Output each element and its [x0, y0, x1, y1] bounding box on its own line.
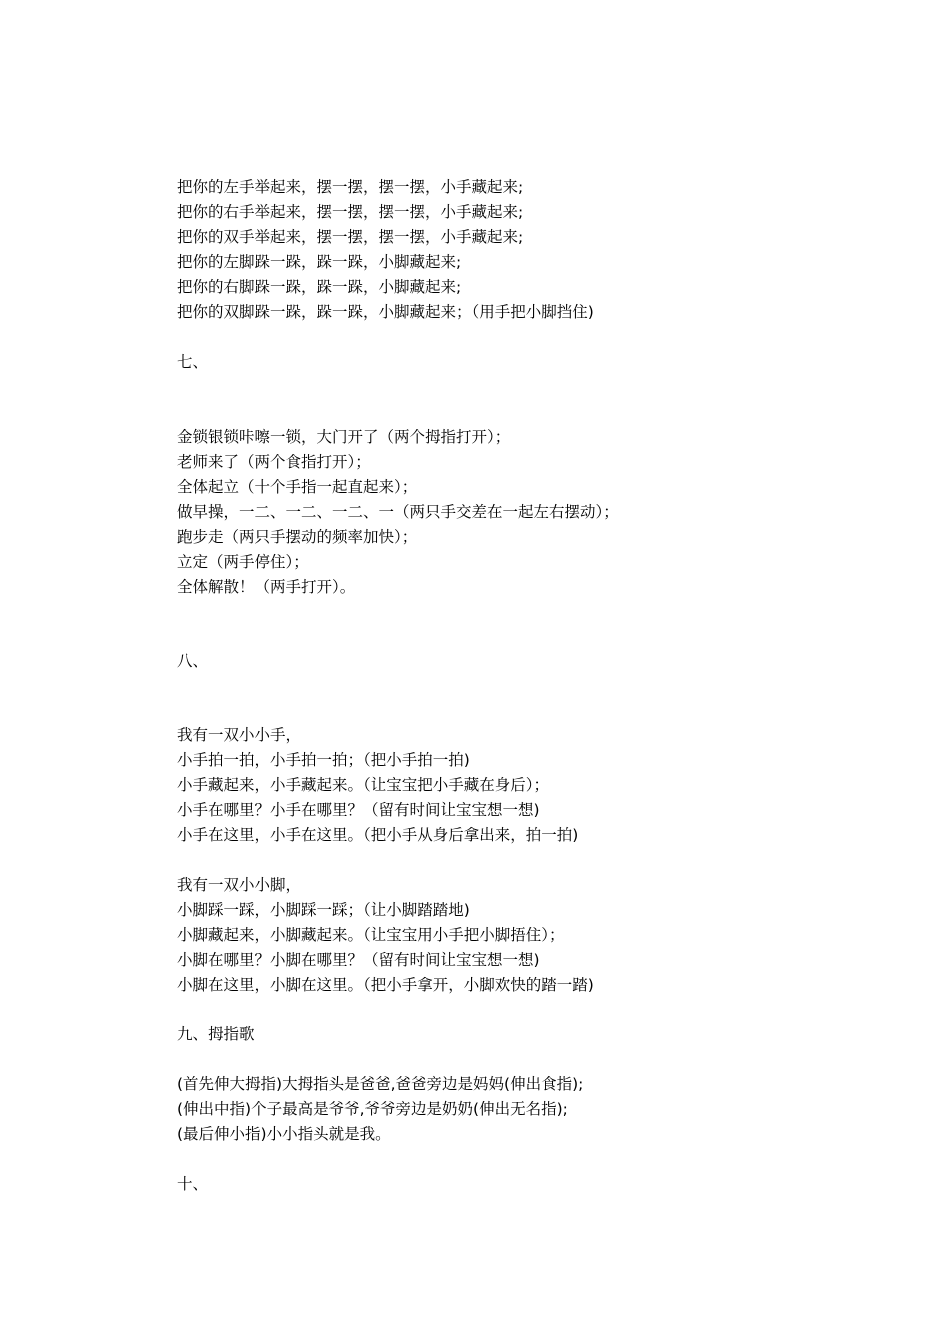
text-line: 老师来了（两个食指打开）；: [177, 453, 371, 471]
text-line: 小脚藏起来，小脚藏起来。（让宝宝用小手把小脚捂住）；: [177, 926, 565, 944]
text-line: 跑步走（两只手摆动的频率加快）；: [177, 528, 418, 546]
text-line: 小手在哪里？小手在哪里？（留有时间让宝宝想一想): [177, 801, 540, 819]
text-line: 小脚在哪里？小脚在哪里？（留有时间让宝宝想一想): [177, 951, 540, 969]
section-heading: 十、: [177, 1175, 209, 1193]
text-line: 金锁银锁咔嚓一锁，大门开了（两个拇指打开）；: [177, 428, 511, 446]
section-heading: 八、: [177, 652, 209, 670]
text-line: 全体起立（十个手指一起直起来）；: [177, 478, 418, 496]
section-heading: 九、拇指歌: [177, 1025, 255, 1043]
text-line: (最后伸小指)小小指头就是我。: [177, 1125, 391, 1143]
text-line: 小手藏起来，小手藏起来。（让宝宝把小手藏在身后）；: [177, 776, 550, 794]
text-line: 小脚踩一踩，小脚踩一踩；（让小脚踏踏地): [177, 901, 470, 919]
text-line: 把你的双脚跺一跺，跺一跺，小脚藏起来；（用手把小脚挡住): [177, 303, 594, 321]
text-line: 小手拍一拍，小手拍一拍；（把小手拍一拍): [177, 751, 470, 769]
text-line: 小脚在这里，小脚在这里。（把小手拿开，小脚欢快的踏一踏): [177, 976, 594, 994]
text-line: 把你的左脚跺一跺，跺一跺，小脚藏起来;: [177, 253, 462, 271]
section-heading: 七、: [177, 353, 209, 371]
text-line: 我有一双小小手，: [177, 726, 302, 744]
text-line: 把你的双手举起来，摆一摆，摆一摆，小手藏起来;: [177, 228, 524, 246]
text-line: (首先伸大拇指)大拇指头是爸爸,爸爸旁边是妈妈(伸出食指);: [177, 1075, 584, 1093]
text-line: 把你的右手举起来，摆一摆，摆一摆，小手藏起来;: [177, 203, 524, 221]
text-line: 我有一双小小脚，: [177, 876, 302, 894]
text-line: 做早操，一二、一二、一二、一（两只手交差在一起左右摆动）；: [177, 503, 619, 521]
text-line: 立定（两手停住）；: [177, 553, 309, 571]
text-line: (伸出中指)个子最高是爷爷,爷爷旁边是奶奶(伸出无名指);: [177, 1100, 568, 1118]
text-line: 全体解散！（两手打开）。: [177, 578, 356, 596]
text-line: 把你的右脚跺一跺，跺一跺，小脚藏起来;: [177, 278, 462, 296]
text-line: 把你的左手举起来，摆一摆，摆一摆，小手藏起来;: [177, 178, 524, 196]
text-line: 小手在这里，小手在这里。（把小手从身后拿出来，拍一拍): [177, 826, 579, 844]
